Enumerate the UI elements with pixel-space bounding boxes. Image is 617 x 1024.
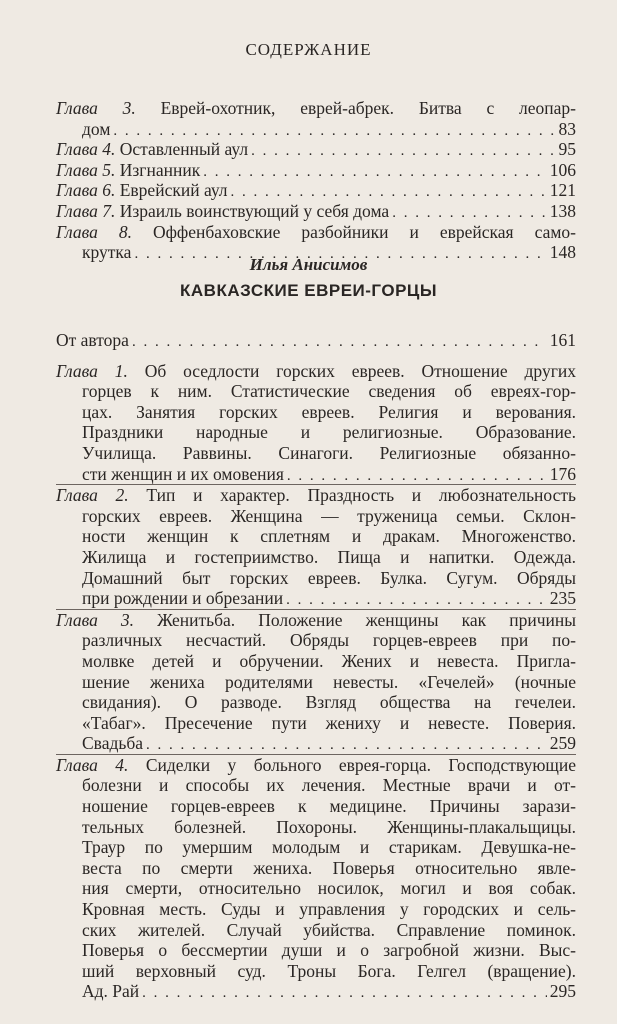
- entry-line: [56, 961, 576, 982]
- entry-text: Ад. Рай: [82, 981, 140, 1002]
- page-number: 295: [549, 981, 576, 1002]
- entry-last-line: [56, 180, 576, 201]
- entry-text: цах. Занятия горских евреев. Религия и верования.: [82, 401, 576, 422]
- entry-text: Тип и характер. Праздность и любознательность: [146, 485, 577, 506]
- entry-text: тельных болезней. Похороны. Женщины-плакальщицы.: [82, 816, 576, 837]
- page-number: 95: [558, 139, 576, 160]
- entry-text: молвке детей и обручении. Жених и невеста. Пригла-: [82, 650, 576, 671]
- entry-line: [56, 422, 576, 443]
- page-number: 148: [549, 242, 576, 263]
- entry-text: ношение горцев-евреев к медицине. Причины зарази-: [82, 796, 576, 817]
- entry-text: болезни и способы их лечения. Местные врачи и от-: [82, 775, 576, 796]
- entry-text: Траур по умершим молодым и старикам. Девушка-не-: [82, 837, 576, 858]
- entry-text: шение жениха родителями невесты. «Гечелей» (ночные: [82, 671, 576, 692]
- entry-text: Поверья о бессмертии души и о загробной жизни. Выс-: [82, 940, 576, 961]
- dot-leader: [287, 466, 547, 487]
- entry-text: Оставленный аул: [119, 139, 249, 160]
- chapter-label: Глава 6.: [56, 180, 116, 201]
- page-number: 138: [549, 200, 576, 221]
- chapter-label: Глава 3.: [56, 609, 135, 630]
- entry-text: Кровная месть. Суды и управления у городских и сель-: [82, 899, 576, 920]
- entry-line: [56, 222, 576, 243]
- dot-leader: [286, 590, 547, 611]
- chapter-label: Глава 2.: [56, 485, 129, 506]
- page-number: 259: [549, 733, 576, 754]
- entry-line: [56, 692, 576, 713]
- entry-text: ший верховный суд. Троны Бога. Гелгел (вращение).: [82, 960, 576, 981]
- entry-text: Об оседлости горских евреев. Отношение других: [144, 360, 576, 381]
- entry-line: [56, 713, 576, 734]
- entry-text: веста по смерти жениха. Поверья относительно явле-: [82, 857, 576, 878]
- page-number: 121: [549, 180, 576, 201]
- entry-text: Домашний быт горских евреев. Булка. Сугум. Обряды: [82, 567, 576, 588]
- entry-line: [56, 796, 576, 817]
- entry-text: горских евреев. Женщина — труженица семьи. Склон-: [82, 505, 576, 526]
- entry-line: [56, 940, 576, 961]
- entry-text: свидания). О разводе. Взгляд общества на гечелеи.: [82, 692, 576, 713]
- entry-last-line: [56, 981, 576, 1002]
- entry-text: Изгнанник: [119, 159, 201, 180]
- toc-entry: [56, 139, 576, 160]
- chapter-label: Глава 3.: [56, 98, 136, 118]
- entry-line: [56, 506, 576, 527]
- entry-text: «Табаг». Пресечение пути жениху и невесте. Поверия.: [82, 712, 576, 733]
- entry-line: [56, 899, 576, 920]
- entry-line: [56, 775, 576, 796]
- chapter-label: Глава 7.: [56, 200, 116, 221]
- entry-line: [56, 547, 576, 568]
- entry-line: [56, 485, 576, 506]
- entry-text: Сиделки у больного еврея-горца. Господствующие: [145, 754, 576, 775]
- entry-line: [56, 672, 576, 693]
- entry-text: Праздники народные и религиозные. Образование.: [82, 422, 576, 443]
- entry-last-line: [56, 139, 576, 160]
- entry-text: крутка: [82, 242, 132, 263]
- toc-entry: [56, 201, 576, 222]
- page-number: 176: [549, 463, 576, 484]
- entry-text: при рождении и обрезании: [82, 588, 284, 609]
- entry-line: [56, 610, 576, 631]
- toc-entry: [56, 609, 576, 754]
- toc-entry: [56, 484, 576, 609]
- entry-line: [56, 878, 576, 899]
- entry-last-line: [56, 160, 576, 181]
- toc-entry: [56, 754, 576, 1002]
- author-name: Илья Анисимов: [249, 255, 368, 274]
- chapter-label: Глава 5.: [56, 159, 116, 180]
- dot-leader: [142, 983, 547, 1004]
- entry-last-line: [56, 201, 576, 222]
- entry-text: различных несчастий. Обряды горцев-евреев при по-: [82, 630, 576, 651]
- dot-leader: [392, 203, 547, 224]
- chapter-label: Глава 4.: [56, 754, 129, 775]
- toc-entry: [56, 361, 576, 485]
- entry-line: [56, 837, 576, 858]
- entry-line: [56, 755, 576, 776]
- entry-text: Жилища и гостеприимство. Пища и напитки. Одежда.: [82, 546, 576, 567]
- entry-line: [56, 402, 576, 423]
- book-title: КАВКАЗСКИЕ ЕВРЕИ-ГОРЦЫ: [180, 281, 437, 300]
- toc-part-1: [56, 98, 576, 263]
- page-number: 235: [549, 588, 576, 609]
- entry-title: От автора: [56, 330, 129, 350]
- entry-line: [56, 526, 576, 547]
- entry-last-line: [56, 733, 576, 754]
- entry-line: [56, 630, 576, 651]
- entry-line: [56, 381, 576, 402]
- page-number: 106: [549, 159, 576, 180]
- entry-line: [56, 361, 576, 382]
- dot-leader: [251, 141, 555, 162]
- entry-text: горцев к ним. Статистические сведения об евреях-гор-: [82, 381, 576, 402]
- entry-text: дом: [82, 118, 111, 139]
- entry-last-line: [56, 464, 576, 485]
- dot-leader: [132, 332, 547, 353]
- dot-leader: [203, 162, 547, 183]
- toc-entry-foreword: [56, 330, 576, 351]
- entry-text: Женитьба. Положение женщины как причины: [157, 609, 577, 630]
- chapter-label: Глава 8.: [56, 221, 132, 242]
- toc-entry: [56, 180, 576, 201]
- chapter-label: Глава 1.: [56, 360, 128, 381]
- entry-text: ности женщин к сплетням и дракам. Многоженство.: [82, 526, 576, 547]
- toc-entry: [56, 98, 576, 139]
- entry-text: Израиль воинствующий у себя дома: [119, 200, 390, 221]
- entry-line: [56, 443, 576, 464]
- entry-text: ских жителей. Случай убийства. Справление поминок.: [82, 919, 576, 940]
- entry-text: Училища. Раввины. Синагоги. Религиозные обязанно-: [82, 442, 576, 463]
- entry-text: Еврей-охотник, еврей-абрек. Битва с леопар-: [160, 98, 576, 118]
- entry-text: Свадьба: [82, 733, 144, 754]
- entry-last-line: [56, 119, 576, 140]
- entry-line: [56, 920, 576, 941]
- entry-text: сти женщин и их омовения: [82, 463, 284, 484]
- entry-line: [56, 817, 576, 838]
- entry-line: [56, 858, 576, 879]
- toc-part-2: [56, 330, 576, 1002]
- entry-text: ния смерти, относительно носилок, могил и воя собак.: [82, 878, 576, 899]
- entry-line: [56, 651, 576, 672]
- toc-entry: [56, 160, 576, 181]
- page-number: 161: [549, 330, 576, 350]
- entry-line: [56, 98, 576, 119]
- dot-leader: [146, 735, 547, 756]
- page-number: 83: [558, 118, 576, 139]
- entry-text: Оффенбаховские разбойники и еврейская само-: [153, 221, 576, 242]
- dot-leader: [231, 182, 547, 203]
- dot-leader: [113, 121, 555, 142]
- entry-line: [56, 568, 576, 589]
- entry-text: Еврейский аул: [119, 180, 228, 201]
- chapter-label: Глава 4.: [56, 139, 116, 160]
- running-head: СОДЕРЖАНИЕ: [245, 40, 372, 59]
- entry-last-line: [56, 588, 576, 609]
